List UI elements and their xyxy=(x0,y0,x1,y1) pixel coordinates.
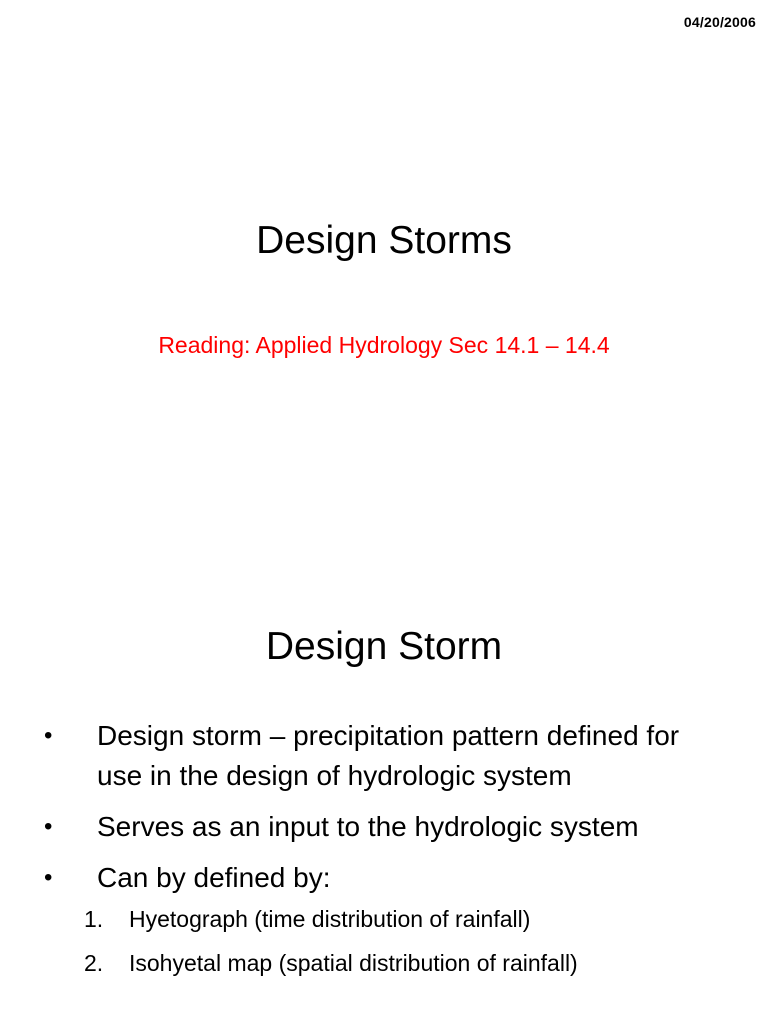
bullet-item xyxy=(0,807,768,847)
bullet-list xyxy=(0,716,768,909)
numbered-item xyxy=(0,947,768,979)
item-number: 1. xyxy=(84,906,104,932)
item-number: 2. xyxy=(84,950,104,976)
item-text: Isohyetal map (spatial distribution of rainfall) xyxy=(129,950,578,976)
bullet-item xyxy=(0,858,768,898)
slide-title-design-storms: Design Storms xyxy=(256,219,512,262)
bullet-marker: • xyxy=(44,864,53,891)
bullet-text: Serves as an input to the hydrologic system xyxy=(97,811,639,842)
bullet-marker: • xyxy=(44,722,53,749)
bullet-item xyxy=(0,716,768,796)
slide-title-design-storm: Design Storm xyxy=(265,625,503,668)
numbered-sub-list xyxy=(0,903,768,991)
item-text: Hyetograph (time distribution of rainfall) xyxy=(129,906,531,932)
bullet-marker: • xyxy=(44,813,53,840)
numbered-item xyxy=(0,903,768,935)
bullet-text: Can by defined by: xyxy=(97,862,331,893)
slide-date: 04/20/2006 xyxy=(683,14,756,30)
bullet-text: Design storm – precipitation pattern defined for use in the design of hydrologic system xyxy=(97,720,680,791)
reading-reference: Reading: Applied Hydrology Sec 14.1 – 14.4 xyxy=(158,332,610,358)
